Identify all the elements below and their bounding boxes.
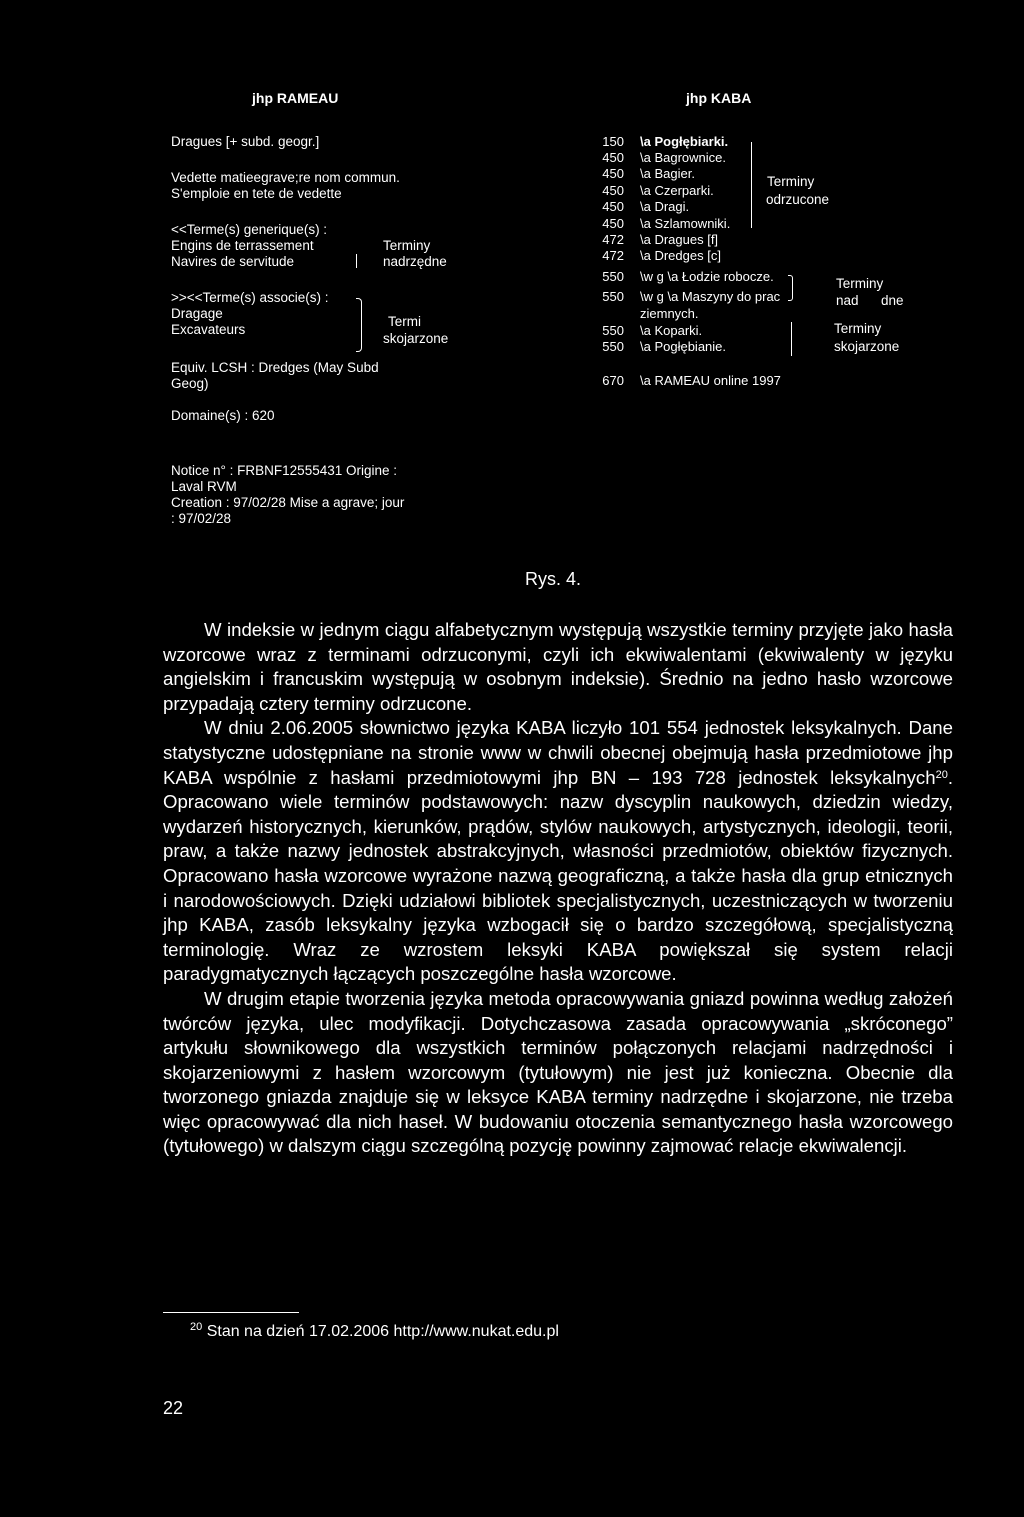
kaba-value: \a Szlamowniki. [640,216,731,231]
odrzucone-brace [751,142,752,228]
figure-caption: Rys. 4. [525,569,582,589]
paragraph [163,716,953,987]
kaba-row [596,269,774,285]
kaba-code: 450 [602,150,624,165]
kaba-value: ziemnych. [640,306,699,321]
kaba-code: 472 [602,232,624,247]
kaba-code: 670 [602,373,624,388]
kaba-code: 450 [602,166,624,181]
kaba-row [596,373,781,389]
paragraph-text: W dniu 2.06.2005 słownictwo języka KABA liczyło 101 554 jednostek leksykalnych. Dane statystyczne udostępniane na stronie www w chwili obecnej obejmują hasła przedmiotowe jhp KABA wspólnie z hasłami przedmiotowymi jhp BN – 193 728 jednostek leksykalnych [163,717,953,788]
footnote [190,1323,559,1341]
generique-item: Engins de terrassement [171,238,314,253]
footnote-rule [163,1312,299,1313]
footnote-text: Stan na dzień 17.02.2006 http://www.nukat.edu.pl [202,1323,559,1340]
nadrzedne-brace [788,275,793,301]
body-text [163,618,953,1159]
kaba-header: jhp KABA [686,90,752,106]
kaba-row [596,216,731,232]
kaba-code: 450 [602,199,624,214]
notice-line4: : 97/02/28 [171,511,232,526]
rameau-heading: Dragues [+ subd. geogr.] [171,134,320,149]
odrzucone-note: odrzucone [766,192,830,207]
kaba-row [596,306,699,322]
kaba-value: \a Pogłębianie. [640,339,727,354]
paragraph-text: . Opracowano wiele terminów podstawowych: nazw dyscyplin naukowych, dziedzin wiedzy, wydarzeń historycznych, kierunków, prądów, stylów naukowych, artystycznych, ideologii, teorii, praw, a także nazwy jednostek abstrakcyjnych, własności przedmiotów, obiektów fizycznych. Opracowano hasła wzorcowe wyrażone nazwą geograficzną, a także hasła dla grup etnicznych i narodowościowych. Dzięki udziałowi bibliotek specjalistycznych, uczestniczących w tworzeniu jhp KABA, zasób leksykalny języka wzbogacił się o bardzo szczegółową, specjalistyczną terminologię. Wraz ze wzrostem leksyki KABA powiększał się system relacji paradygmatycznych łączących poszczególne hasła wzorcowe. [163,766,953,985]
paragraph: W drugim etapie tworzenia języka metoda opracowywania gniazd powinna według założeń twórców języka, ulec modyfikacji. Dotychczasowa zasada opracowywania „skróconego” artykułu słownikowego dla wszystkich terminów połączonych relacjami nadrzędności i skojarzeniowymi z hasłem wzorcowym (tytułowym) nie jest już konieczna. Obecnie dla tworzonego gniazda znajduje się w leksyce KABA terminy nadrzędne i skojarzone, nie trzeba więc opracowywać dla nich haseł. W budowaniu otoczenia semantycznego hasła wzorcowego (tytułowego) w dalszym ciągu szczególną pozycję powinny zajmować relacje ekwiwalencji. [163,987,953,1157]
skojarzone-brace [791,322,792,356]
nadrzedne-note: nad dne [836,293,904,308]
kaba-code: 450 [602,183,624,198]
associe-item: Excavateurs [171,322,246,337]
kaba-code: 550 [602,323,624,338]
skojarzone-note: skojarzone [834,339,900,354]
kaba-value: \a Dragues [f] [640,232,719,247]
kaba-value: \a RAMEAU online 1997 [640,373,781,388]
footnote-number: 20 [190,1321,203,1333]
kaba-code: 550 [602,289,624,304]
generique-note: nadrzędne [383,254,447,269]
footnote-ref: 20 [935,768,948,781]
kaba-row [596,339,727,355]
odrzucone-note: Terminy [767,174,815,189]
associe-item: Dragage [171,306,223,321]
kaba-code: 450 [602,216,624,231]
paragraph: W indeksie w jednym ciągu alfabetycznym występują wszystkie terminy przyjęte jako hasła wzorcowe wraz z terminami odrzuconymi, czyli ich ekwiwalentami (ekwiwalenty w języku angielskim i francuskim występują w osobnym indeksie). Średnio na jedno hasło wzorcowe przypadają cztery terminy odrzucone. [163,619,953,714]
nadrzedne-note: Terminy [836,276,884,291]
kaba-value: \a Koparki. [640,323,703,338]
skojarzone-note: Terminy [834,321,882,336]
kaba-value: \a Czerparki. [640,183,714,198]
rameau-vedette-line2: S'emploie en tete de vedette [171,186,342,201]
kaba-row [596,134,729,150]
kaba-code: 550 [602,339,624,354]
equiv-line1: Equiv. LCSH : Dredges (May Subd [171,360,379,375]
rameau-header: jhp RAMEAU [252,90,339,106]
kaba-row [596,199,690,215]
kaba-row [596,323,703,339]
generique-label: <<Terme(s) generique(s) : [171,222,328,237]
associe-note: Termi [388,314,421,329]
kaba-row [596,248,721,264]
kaba-code: 150 [602,134,624,149]
kaba-row [596,232,719,248]
associe-brace [356,298,362,352]
kaba-row [596,150,726,166]
equiv-line2: Geog) [171,376,209,391]
notice-line3: Creation : 97/02/28 Mise a agrave; jour [171,495,405,510]
kaba-value: \a Dragi. [640,199,690,214]
kaba-value: \a Bagrownice. [640,150,726,165]
associe-note: skojarzone [383,331,449,346]
kaba-value: \a Pogłębiarki. [640,134,729,149]
kaba-value: \a Bagier. [640,166,695,181]
generique-brace [356,254,357,268]
generique-note: Terminy [383,238,431,253]
associe-label: >><<Terme(s) associe(s) : [171,290,329,305]
notice-line2: Laval RVM [171,479,237,494]
notice-line1: Notice n° : FRBNF12555431 Origine : [171,463,398,478]
rameau-vedette-line1: Vedette matieegrave;re nom commun. [171,170,400,185]
generique-item: Navires de servitude [171,254,295,269]
kaba-code: 472 [602,248,624,263]
kaba-value: \w g \a Łodzie robocze. [640,269,774,284]
kaba-value: \w g \a Maszyny do prac [640,289,781,304]
kaba-value: \a Dredges [c] [640,248,721,263]
kaba-row [596,183,714,199]
kaba-row [596,289,781,305]
domaine: Domaine(s) : 620 [171,408,275,423]
kaba-code: 550 [602,269,624,284]
kaba-row [596,166,695,182]
page-number: 22 [163,1398,184,1418]
